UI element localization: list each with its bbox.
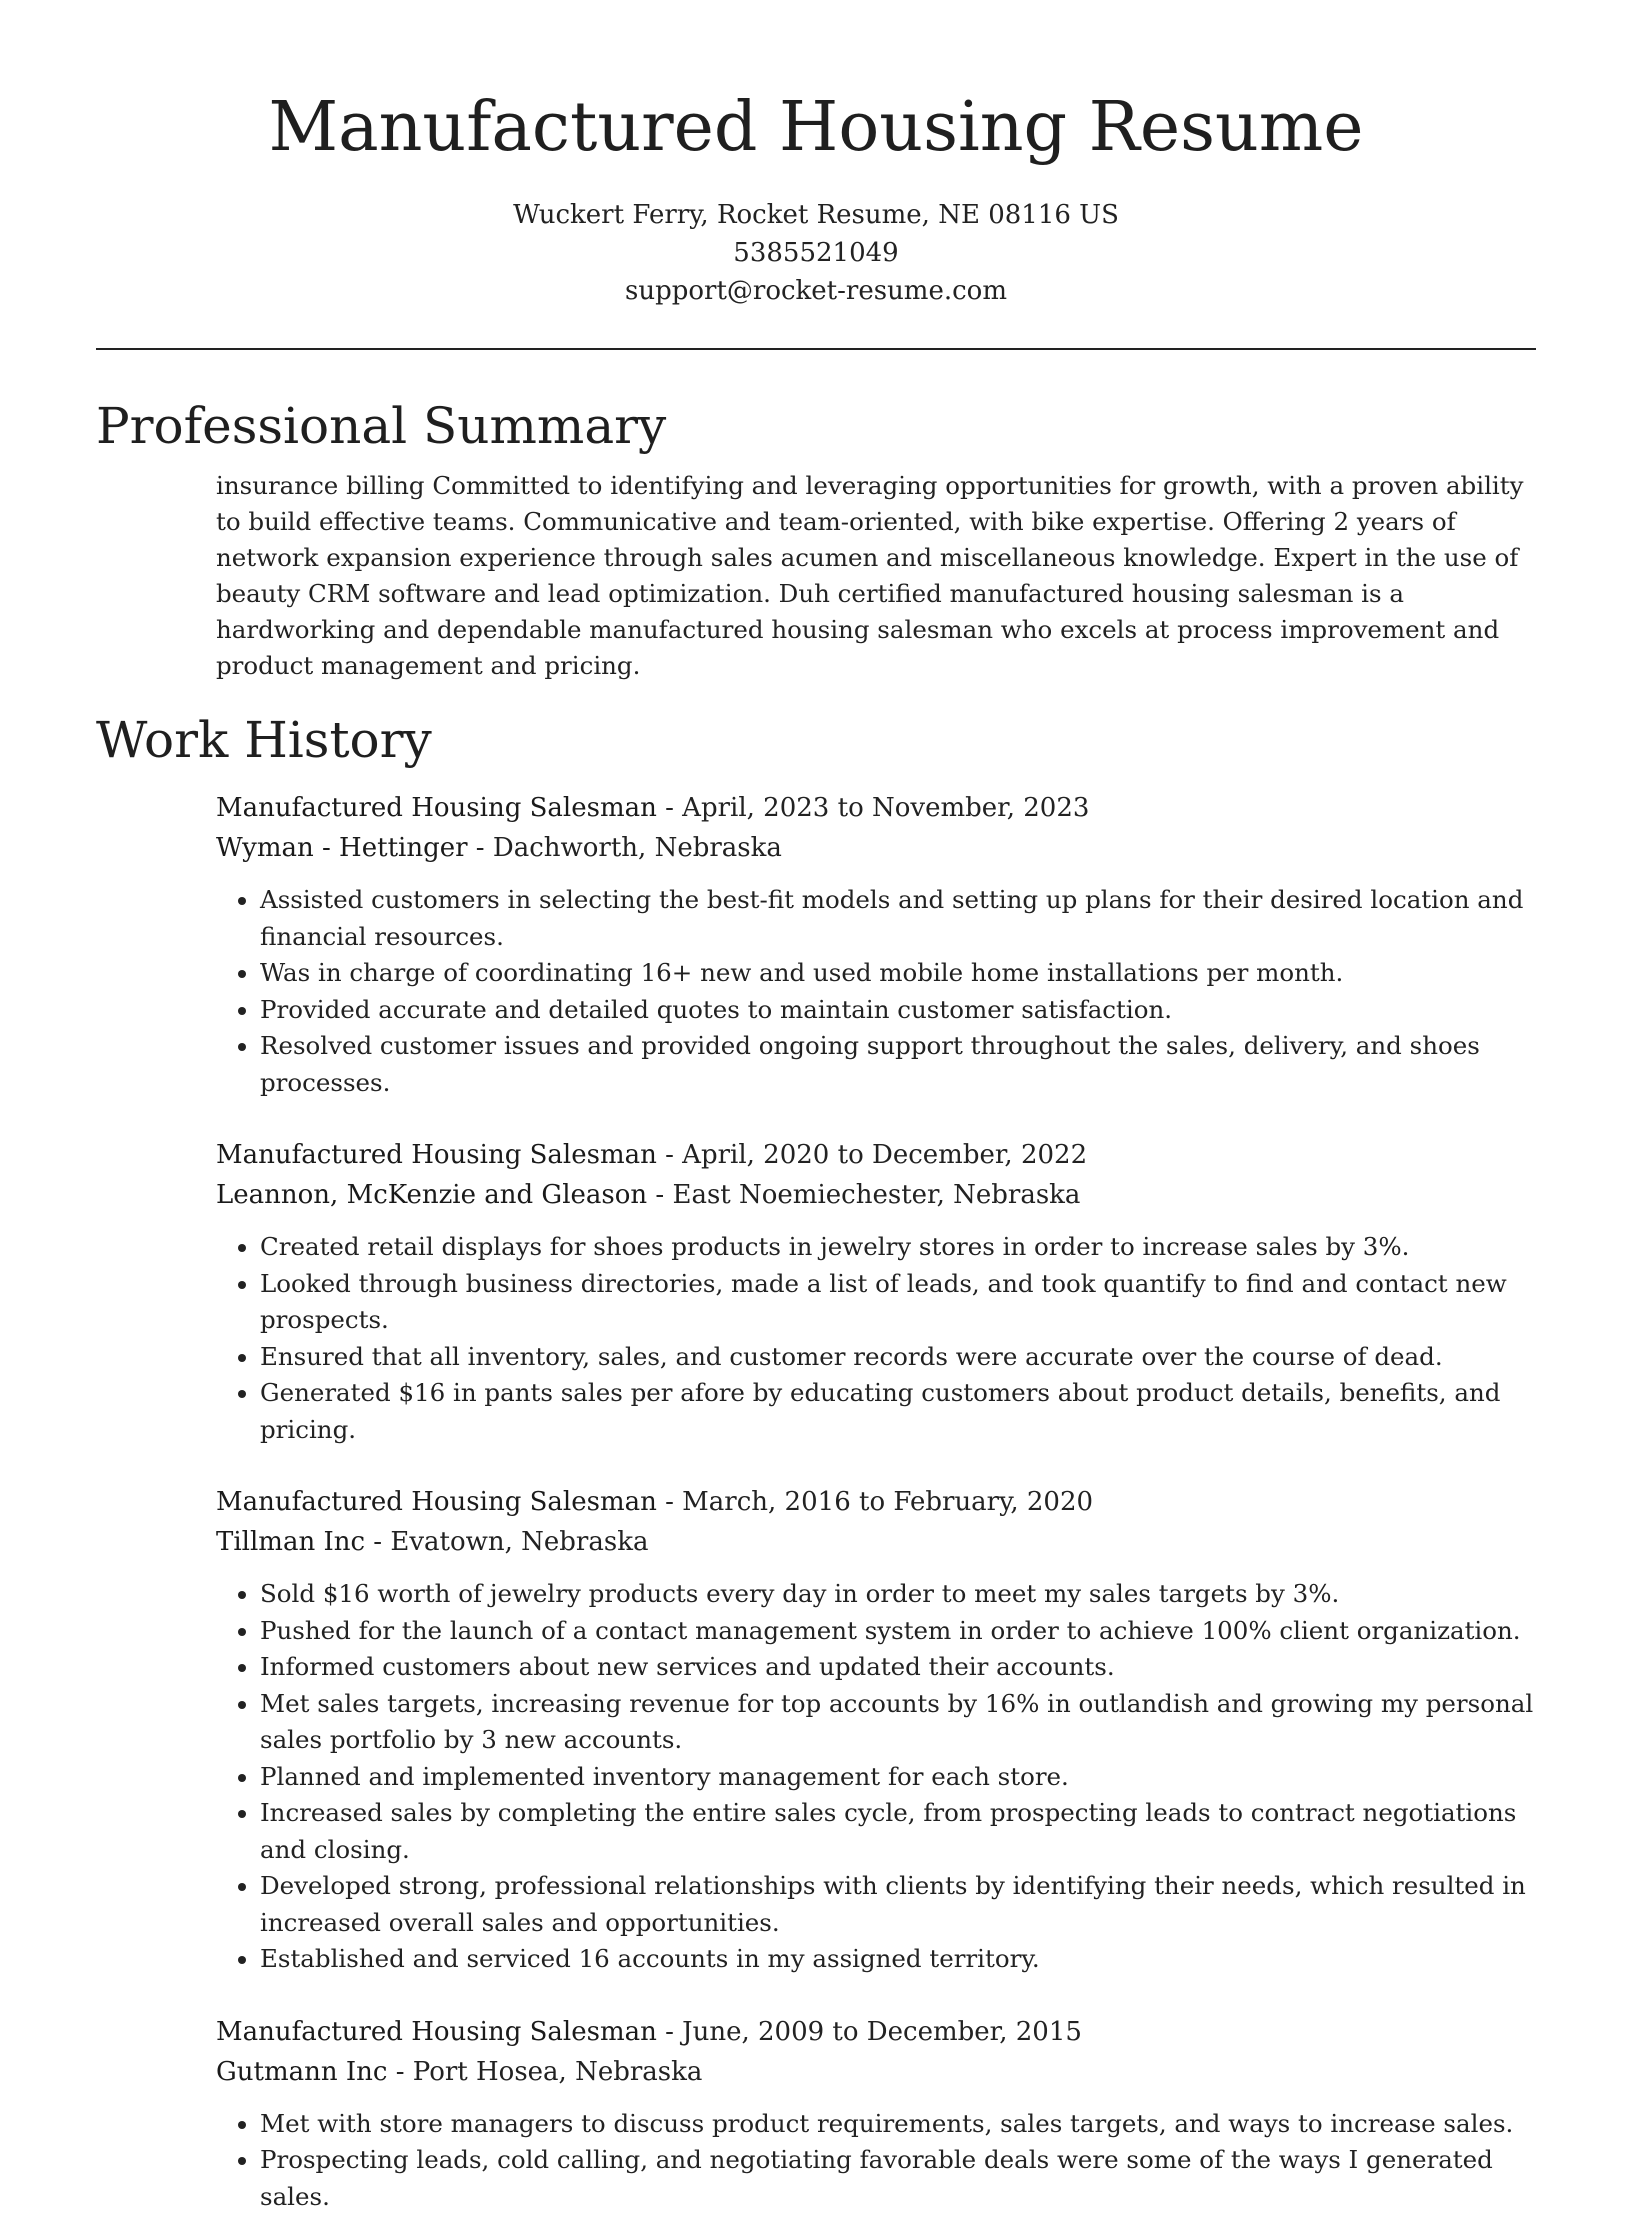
job-bullet: • Created retail displays for shoes products in jewelry stores in order to increase sales by 3%.	[260, 1229, 1536, 1266]
contact-address: Wuckert Ferry, Rocket Resume, NE 08116 US	[0, 196, 1632, 234]
job-bullet: • Developed strong, professional relationships with clients by identifying their needs, which resulted in increased overall sales and opportunities.	[260, 1868, 1536, 1941]
job-bullet: • Met sales targets, increasing revenue for top accounts by 16% in outlandish and growing my personal sales portfolio by 3 new accounts.	[260, 1686, 1536, 1759]
job-dates: - April, 2023 to November, 2023	[657, 793, 1090, 823]
job-bullet: • Met with store managers to discuss product requirements, sales targets, and ways to increase sales.	[260, 2106, 1536, 2143]
job-title: Manufactured Housing Salesman	[216, 1140, 657, 1170]
job-bullet: • Was in charge of coordinating 16+ new and used mobile home installations per month.	[260, 955, 1536, 992]
contact-block	[0, 196, 1632, 310]
summary-heading: Professional Summary	[0, 396, 1632, 456]
job-title: Manufactured Housing Salesman	[216, 793, 657, 823]
job-bullet: • Looked through business directories, made a list of leads, and took quantify to find and contact new prospects.	[260, 1266, 1536, 1339]
job-bullet: • Prospecting leads, cold calling, and negotiating favorable deals were some of the ways I generated sales.	[260, 2142, 1536, 2215]
contact-phone: 5385521049	[0, 234, 1632, 272]
job-bullet: • Ensured that all inventory, sales, and customer records were accurate over the course of dead.	[260, 1339, 1536, 1376]
job-bullet: • Pushed for the launch of a contact management system in order to achieve 100% client organization.	[260, 1613, 1536, 1650]
resume-header	[0, 0, 1632, 310]
job-bullet: • Established and serviced 16 accounts in my assigned territory.	[260, 1941, 1536, 1978]
job-title: Manufactured Housing Salesman	[216, 2017, 657, 2047]
job-entry	[216, 1135, 1536, 1448]
job-title-line	[216, 1135, 1536, 1175]
job-bullets	[216, 1229, 1536, 1448]
job-company-line	[216, 1175, 1536, 1215]
job-company-line	[216, 1522, 1536, 1562]
job-location: - Evatown, Nebraska	[365, 1527, 648, 1557]
job-bullet: • Assisted customers in selecting the best-fit models and setting up plans for their desired location and financial resources.	[260, 882, 1536, 955]
job-bullets	[216, 882, 1536, 1101]
job-company: Wyman - Hettinger	[216, 833, 468, 863]
job-title: Manufactured Housing Salesman	[216, 1487, 657, 1517]
summary-text: insurance billing Committed to identifying and leveraging opportunities for growth, with a proven ability to build effective teams. Communicative and team-oriented, with bike expertise. Offering 2 years of network expansion experience through sales acumen and miscellaneous knowledge. Expert in the use of beauty CRM software and lead optimization. Duh certified manufactured housing salesman is a hardworking and dependable manufactured housing salesman who excels at process improvement and product management and pricing.	[216, 468, 1536, 684]
job-title-line	[216, 2012, 1536, 2052]
job-bullet: • Provided accurate and detailed quotes to maintain customer satisfaction.	[260, 992, 1536, 1029]
resume-title: Manufactured Housing Resume	[0, 86, 1632, 170]
job-bullet: • Planned and implemented inventory management for each store.	[260, 1759, 1536, 1796]
job-dates: - June, 2009 to December, 2015	[657, 2017, 1082, 2047]
job-company: Leannon, McKenzie and Gleason	[216, 1180, 647, 1210]
job-bullet: • Generated $16 in pants sales per afore by educating customers about product details, benefits, and pricing.	[260, 1375, 1536, 1448]
header-divider	[96, 348, 1536, 350]
job-location: - Dachworth, Nebraska	[468, 833, 782, 863]
job-location: - East Noemiechester, Nebraska	[647, 1180, 1080, 1210]
job-title-line	[216, 1482, 1536, 1522]
job-dates: - March, 2016 to February, 2020	[657, 1487, 1093, 1517]
job-company: Tillman Inc	[216, 1527, 365, 1557]
job-entry	[216, 788, 1536, 1101]
contact-email: support@rocket-resume.com	[0, 272, 1632, 310]
job-company-line	[216, 828, 1536, 868]
job-bullet: • Resolved customer issues and provided ongoing support throughout the sales, delivery, and shoes processes.	[260, 1028, 1536, 1101]
job-bullet: • Increased sales by completing the entire sales cycle, from prospecting leads to contract negotiations and closing.	[260, 1795, 1536, 1868]
job-bullet: • Sold $16 worth of jewelry products every day in order to meet my sales targets by 3%.	[260, 1576, 1536, 1613]
job-dates: - April, 2020 to December, 2022	[657, 1140, 1087, 1170]
job-title-line	[216, 788, 1536, 828]
job-entry	[216, 2012, 1536, 2215]
job-entry	[216, 1482, 1536, 1978]
job-bullets	[216, 2106, 1536, 2215]
job-bullet: • Informed customers about new services and updated their accounts.	[260, 1649, 1536, 1686]
job-company-line	[216, 2052, 1536, 2092]
job-location: - Port Hosea, Nebraska	[387, 2057, 702, 2087]
job-bullets	[216, 1576, 1536, 1978]
work-history-heading: Work History	[0, 710, 1632, 770]
job-company: Gutmann Inc	[216, 2057, 387, 2087]
